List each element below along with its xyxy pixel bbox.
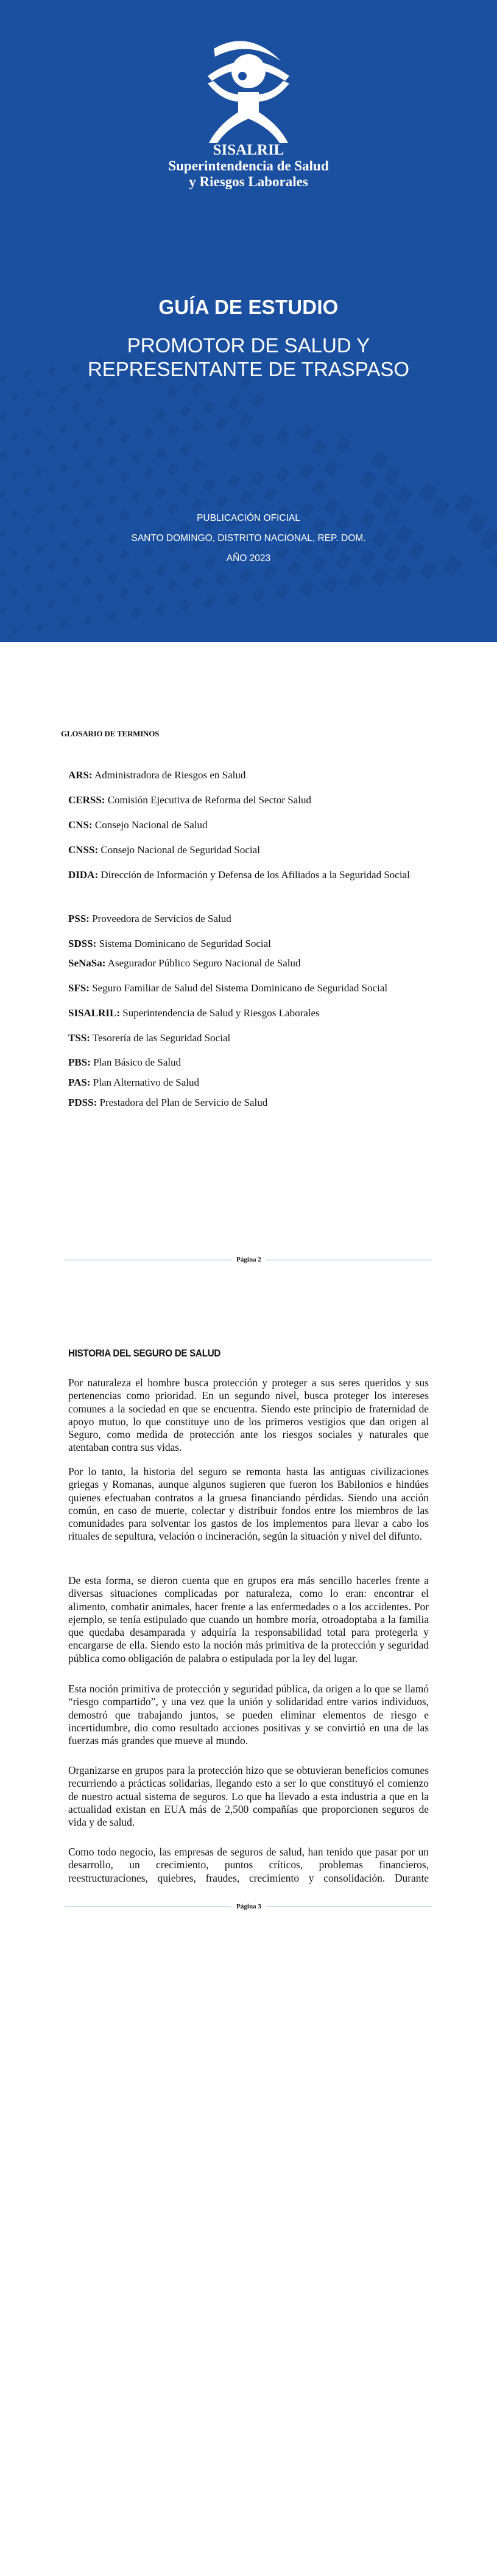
glossary-definition: Administradora de Riesgos en Salud (94, 769, 246, 781)
glossary-item (68, 1052, 434, 1073)
glossary-item (68, 790, 434, 811)
pattern-diamond (191, 459, 203, 473)
pattern-diamond (107, 572, 117, 583)
pattern-diamond (71, 479, 80, 489)
pattern-diamond (251, 393, 266, 408)
glossary-item (68, 1072, 434, 1093)
page-number: Página 2 (236, 1256, 261, 1263)
logo-name: SISALRIL (213, 142, 284, 158)
pattern-diamond (275, 428, 290, 444)
glossary-definition: Prestadora del Plan de Servicio de Salud (99, 1097, 268, 1108)
history-heading: HISTORIA DEL SEGURO DE SALUD (68, 1348, 221, 1359)
pattern-diamond (0, 490, 7, 498)
pattern-diamond (47, 444, 56, 453)
pattern-diamond (23, 448, 31, 456)
pattern-diamond (215, 572, 228, 586)
pattern-diamond (35, 623, 43, 632)
pattern-diamond (155, 564, 166, 577)
pattern-diamond (143, 467, 155, 480)
pattern-diamond (11, 393, 19, 402)
history-paragraph: Por naturaleza el hombre busca protección y proteger a sus seres queridos y sus pertenencias como prioridad. En un segundo nivel, busca proteger los intereses comunes a la sociedad en que se encuentra. Siendo este principio de fraternidad de apoyo mutuo, lo que constituye uno de los primeros vestigios que dan origen al Seguro, como medida de protección ante los riesgos sociales y naturales que atentaban contra sus vidas. (68, 1377, 429, 1454)
glossary-item (68, 815, 434, 836)
pattern-diamond (131, 607, 142, 619)
pattern-diamond (107, 455, 117, 466)
pattern-diamond (191, 498, 203, 512)
pattern-diamond (83, 421, 93, 431)
glossary-term: SFS: (68, 982, 90, 994)
pattern-diamond (0, 413, 7, 421)
pattern-diamond (131, 490, 142, 502)
pattern-diamond (95, 475, 105, 486)
pattern-diamond (47, 599, 56, 609)
logo-subtitle-line2: y Riesgos Laborales (189, 174, 308, 189)
glossary-definition: Proveedora de Servicios de Salud (92, 913, 231, 924)
glossary-item (68, 953, 434, 974)
pattern-diamond (119, 432, 130, 444)
pattern-diamond (227, 475, 241, 489)
pattern-diamond (143, 428, 155, 441)
glossary-term: CERSS: (68, 794, 105, 806)
pattern-diamond (251, 470, 266, 486)
pattern-diamond (47, 405, 56, 414)
pattern-diamond (119, 588, 130, 599)
logo-subtitle-line1: Superintendencia de Salud (168, 158, 329, 173)
pattern-diamond (263, 486, 278, 502)
pattern-diamond (179, 599, 191, 613)
cover-title: GUÍA DE ESTUDIO (158, 296, 339, 318)
pattern-diamond (263, 564, 278, 580)
pattern-diamond (71, 596, 80, 606)
pattern-diamond (83, 615, 93, 626)
pattern-diamond (395, 486, 413, 506)
pattern-diamond (371, 568, 389, 587)
glossary-definition: Consejo Nacional de Salud (94, 819, 208, 831)
pattern-diamond (95, 592, 105, 603)
pattern-diamond (119, 471, 130, 483)
pattern-diamond (155, 486, 166, 499)
glossary-term: PSS: (68, 913, 90, 924)
glossary-term: PDSS: (68, 1097, 97, 1108)
history-paragraph: De esta forma, se dieron cuenta que en grupos era más sencillo hacerles frente a diversas situaciones complicadas por naturaleza, como lo eran: encontrar el alimento, combatir animales, hacer frente a las enfermedades o a los accidentes. Por ejemplo, se tenía estipulado que cuando un hombre moría, otroadoptaba a la familia que quedaba desamparada y adquiría la responsabilidad total para protegerla y encargarse de ella. Siendo esto la noción más primitiva de la protección y seguridad pública como obligación de palabra o estipulada por la ley del lugar. (68, 1574, 429, 1664)
pattern-diamond (167, 424, 179, 437)
glossary-item (68, 1028, 434, 1049)
glossary-item (68, 765, 434, 786)
glossary-definition: Plan Alternativo de Salud (93, 1077, 199, 1088)
pattern-diamond (395, 564, 413, 584)
cover-subtitle-line1: PROMOTOR DE SALUD Y (127, 334, 370, 357)
pattern-diamond (71, 440, 80, 450)
publication-label: PUBLICACIÓN OFICIAL (197, 513, 300, 523)
pattern-diamond (83, 576, 93, 587)
pattern-diamond (371, 490, 389, 509)
pattern-diamond (167, 580, 179, 593)
pattern-diamond (239, 568, 253, 583)
glossary-definition: Plan Básico de Salud (93, 1056, 182, 1068)
pattern-diamond (59, 385, 68, 395)
pattern-diamond (251, 431, 266, 447)
pattern-diamond (83, 498, 93, 509)
pattern-diamond (323, 459, 339, 476)
pattern-diamond (11, 627, 19, 635)
pattern-diamond (311, 478, 326, 495)
glossary-item (68, 865, 440, 885)
pattern-diamond (35, 584, 43, 593)
glossary-term: SeNaSa: (68, 957, 106, 969)
pattern-diamond (191, 421, 203, 434)
pattern-diamond (419, 482, 438, 502)
pattern-diamond (383, 467, 401, 486)
page-number: Página 3 (236, 1903, 261, 1910)
pattern-diamond (275, 584, 290, 599)
pattern-diamond (11, 471, 19, 480)
pattern-diamond (335, 436, 351, 453)
glossary-term: CNSS: (68, 844, 99, 856)
pattern-diamond (299, 579, 315, 596)
pattern-diamond (455, 494, 475, 515)
glossary-item (68, 978, 446, 999)
pattern-diamond (203, 595, 216, 609)
pattern-diamond (59, 619, 68, 629)
pattern-diamond (107, 416, 117, 427)
pattern-diamond (239, 490, 253, 505)
pattern-diamond (59, 463, 68, 473)
page-footer (65, 1254, 432, 1266)
pattern-diamond (35, 428, 43, 438)
pattern-diamond (251, 587, 266, 602)
pattern-diamond (131, 452, 142, 463)
pattern-diamond (179, 444, 191, 457)
pattern-diamond (179, 483, 191, 496)
pattern-diamond (167, 385, 179, 398)
pattern-diamond (23, 565, 31, 573)
glossary-term: CNS: (68, 819, 93, 831)
glossary-definition: Comisión Ejecutiva de Reforma del Sector Salud (107, 794, 311, 806)
pattern-diamond (35, 467, 43, 476)
pattern-diamond (299, 424, 315, 440)
pattern-diamond (59, 502, 68, 512)
glossary-definition: Dirección de Información y Defensa de los Afiliados a la Seguridad Social (100, 869, 410, 881)
page-footer (65, 1901, 432, 1913)
sisalril-logo (0, 33, 497, 190)
pattern-diamond (203, 478, 216, 492)
pattern-diamond (0, 607, 7, 615)
pattern-diamond (155, 447, 166, 460)
pattern-diamond (95, 436, 105, 447)
pattern-diamond (47, 483, 56, 492)
pattern-diamond (131, 568, 142, 580)
glossary-definition: Seguro Familiar de Salud del Sistema Dominicano de Seguridad Social (92, 982, 388, 994)
pattern-diamond (143, 584, 155, 596)
glossary-item (68, 934, 434, 954)
pattern-diamond (239, 413, 253, 427)
pattern-diamond (35, 389, 43, 399)
publication-year: AÑO 2023 (226, 553, 271, 564)
pattern-diamond (11, 432, 19, 441)
pattern-diamond (83, 382, 93, 392)
pattern-diamond (215, 494, 228, 508)
pattern-diamond (155, 603, 166, 616)
pattern-diamond (95, 397, 105, 408)
glossary-item (68, 1003, 434, 1024)
pattern-diamond (11, 588, 19, 596)
pattern-diamond (347, 572, 364, 590)
pattern-diamond (107, 494, 117, 505)
pattern-diamond (203, 400, 216, 414)
history-paragraph: Organizarse en grupos para la protección hizo que se obtuvieran beneficios comunes recurriendo a prácticas solidarias, llegando esto a ser lo que constituyó el comienzo de nuestro actual sistema de seguros. Lo que ha llevado a esta industria a que en la actualidad existan en EUA más de 2,500 compañías que proporcionen seguros de vida y de salud. (68, 1764, 429, 1829)
pattern-diamond (191, 576, 203, 590)
pattern-diamond (107, 611, 117, 622)
history-paragraph: Esta noción primitiva de protección y seguridad pública, da origen a lo que se llamó “riesgo compartido”, y una vez que la unión y solidaridad entre varios individuos, demostró que trabajando juntos, se pueden eliminar elementos de riesgo e incertidumbre, dio como resultado acciones positivas y se convirtió en una de las fuerzas más grandes que mueve al mundo. (68, 1683, 429, 1747)
glossary-definition: Asegurador Público Seguro Nacional de Salud (107, 957, 301, 969)
cover-subtitle (0, 333, 497, 381)
pattern-diamond (23, 409, 31, 417)
publication-location: SANTO DOMINGO, DISTRITO NACIONAL, REP. DOM. (131, 533, 366, 543)
glossary-definition: Tesorería de las Seguridad Social (92, 1032, 231, 1044)
glossary-item (68, 840, 434, 860)
glossary-term: DIDA: (68, 869, 99, 881)
pattern-diamond (83, 459, 93, 470)
pattern-diamond (227, 592, 241, 606)
glossary-term: PAS: (68, 1077, 91, 1088)
cover-page (0, 0, 497, 642)
pattern-diamond (155, 408, 166, 421)
glossary-definition: Consejo Nacional de Seguridad Social (100, 844, 260, 856)
pattern-diamond (23, 487, 31, 495)
sisalril-eye-figure-icon (203, 33, 294, 143)
pattern-diamond (0, 452, 7, 459)
glossary-heading: GLOSARIO DE TERMINOS (61, 729, 160, 738)
pattern-diamond (371, 451, 389, 470)
pattern-diamond (59, 580, 68, 590)
pattern-diamond (167, 463, 179, 476)
pattern-diamond (179, 405, 191, 418)
pattern-diamond (215, 416, 228, 430)
pattern-diamond (191, 382, 203, 395)
pattern-diamond (275, 467, 290, 483)
glossary-item (68, 909, 434, 929)
glossary-term: SDSS: (68, 938, 97, 949)
glossary-definition: Superintendencia de Salud y Riesgos Laborales (122, 1007, 320, 1019)
pattern-diamond (323, 576, 339, 593)
pattern-diamond (23, 604, 31, 612)
cover-subtitle-line2: REPRESENTANTE DE TRASPASO (87, 358, 410, 380)
pattern-diamond (59, 424, 68, 434)
history-paragraph: Como todo negocio, las empresas de seguros de salud, han tenido que pasar por un desarrollo, un crecimiento, puntos críticos, problemas financieros, reestructuraciones, quiebres, fraudes, crecimiento y consolidación. Durante (68, 1846, 429, 1884)
pattern-diamond (359, 470, 376, 489)
glossary-item (68, 1092, 434, 1113)
history-paragraph: Por lo tanto, la historia del seguro se remonta hasta las antiguas civilizaciones griegas y Romanas, aunque algunos sugieren que fueron los Babilonios e hindúes quienes efectuaban contratos a la gruesa financiando pérdidas. Siendo una acción común, en caso de muerte, colectar y distribuir fondos entre los miembros de las comunidades para solventar los gastos de los implementos para llevar a cabo los rituales de sepultura, velación o incineración, según la situación y nivel del difunto. (68, 1465, 429, 1543)
glossary-term: ARS: (68, 769, 93, 781)
pattern-diamond (227, 436, 241, 450)
pattern-diamond (0, 568, 7, 576)
pattern-diamond (71, 401, 80, 411)
pattern-diamond (311, 439, 326, 456)
glossary-term: PBS: (68, 1056, 91, 1068)
pattern-diamond (227, 397, 241, 411)
pattern-diamond (299, 462, 315, 479)
glossary-term: TSS: (68, 1032, 90, 1044)
glossary-definition: Sistema Dominicano de Seguridad Social (99, 938, 271, 949)
glossary-term: SISALRIL: (68, 1007, 121, 1019)
